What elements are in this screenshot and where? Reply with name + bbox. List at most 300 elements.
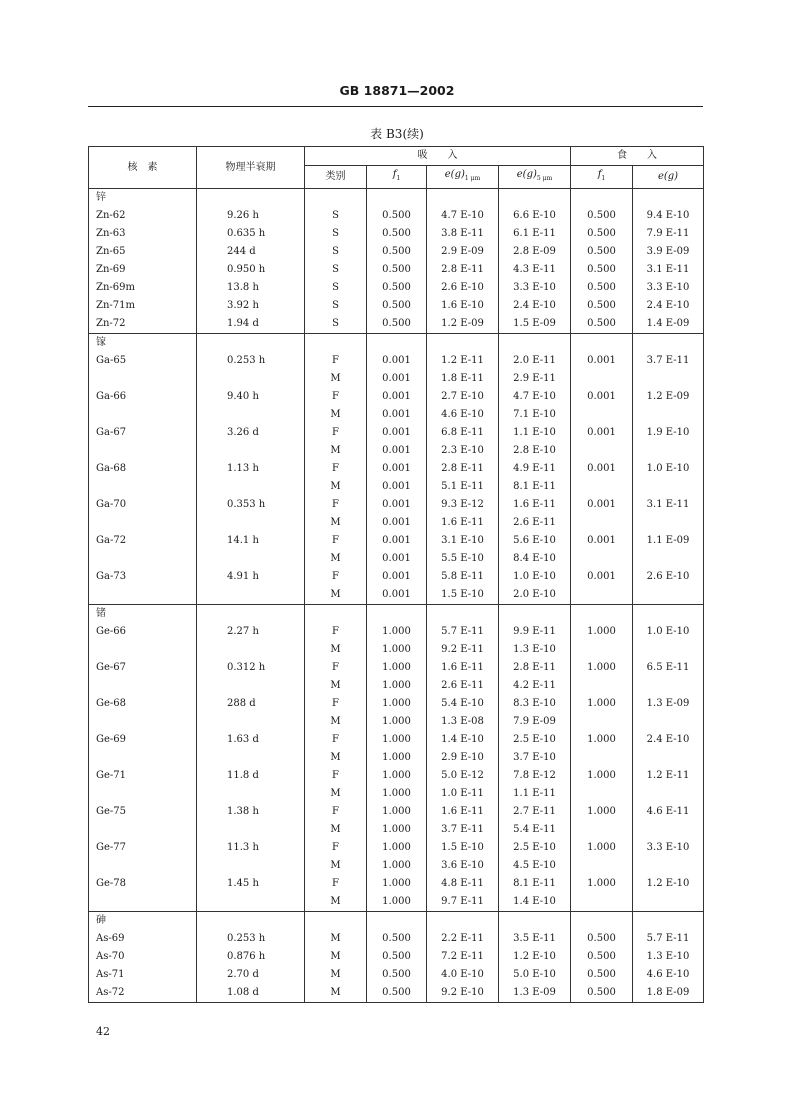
cell-nuclide: Ge-68 (89, 695, 197, 713)
cell-type: M (305, 641, 367, 659)
cell-f1-ing (571, 514, 633, 532)
cell-e-ing (633, 785, 704, 803)
table-row (89, 496, 704, 514)
cell-nuclide (89, 713, 197, 731)
cell-nuclide: Ge-69 (89, 731, 197, 749)
element-name: 锌 (89, 189, 197, 208)
cell-f1-inh: 1.000 (367, 641, 427, 659)
cell-type: F (305, 767, 367, 785)
col-half-life: 物理半衰期 (197, 147, 305, 189)
cell-f1-ing (571, 641, 633, 659)
cell-e-1um: 7.2 E-11 (427, 948, 499, 966)
cell-type: M (305, 984, 367, 1003)
cell-e-5um: 2.5 E-10 (499, 731, 571, 749)
cell-f1-inh: 0.500 (367, 225, 427, 243)
cell-type: M (305, 749, 367, 767)
cell-half-life: 9.40 h (197, 388, 305, 406)
cell-e-1um: 4.0 E-10 (427, 966, 499, 984)
cell-f1-inh: 0.500 (367, 315, 427, 334)
cell-e-5um: 3.3 E-10 (499, 279, 571, 297)
cell-e-ing (633, 749, 704, 767)
cell-f1-inh: 0.001 (367, 514, 427, 532)
cell-e-ing: 1.0 E-10 (633, 460, 704, 478)
cell-f1-inh: 0.001 (367, 586, 427, 605)
cell-f1-ing: 0.500 (571, 930, 633, 948)
cell-e-5um: 4.3 E-11 (499, 261, 571, 279)
col-inhalation: 吸 入 (305, 147, 571, 166)
cell-f1-ing: 0.001 (571, 460, 633, 478)
cell-half-life: 288 d (197, 695, 305, 713)
table-row (89, 785, 704, 803)
cell-type: M (305, 370, 367, 388)
cell-half-life: 13.8 h (197, 279, 305, 297)
cell-e-1um: 3.6 E-10 (427, 857, 499, 875)
cell-e-5um: 8.1 E-11 (499, 875, 571, 893)
cell-e-1um: 2.7 E-10 (427, 388, 499, 406)
col-f1-inhalation: $f_1$ (367, 166, 427, 189)
cell-e-ing (633, 586, 704, 605)
cell-e-1um: 2.9 E-10 (427, 749, 499, 767)
cell-f1-ing: 1.000 (571, 731, 633, 749)
table-row (89, 532, 704, 550)
table-row (89, 749, 704, 767)
cell-type: M (305, 406, 367, 424)
cell-f1-ing: 0.001 (571, 424, 633, 442)
cell-f1-inh: 1.000 (367, 731, 427, 749)
cell-e-ing: 3.7 E-11 (633, 352, 704, 370)
cell-e-5um: 7.1 E-10 (499, 406, 571, 424)
cell-e-5um: 7.9 E-09 (499, 713, 571, 731)
cell-e-ing: 1.2 E-10 (633, 875, 704, 893)
cell-half-life: 3.92 h (197, 297, 305, 315)
table-row (89, 893, 704, 912)
cell-e-1um: 4.8 E-11 (427, 875, 499, 893)
cell-e-1um: 2.6 E-11 (427, 677, 499, 695)
cell-type: S (305, 261, 367, 279)
cell-e-ing: 4.6 E-10 (633, 966, 704, 984)
cell-f1-inh: 1.000 (367, 623, 427, 641)
table-row (89, 857, 704, 875)
cell-e-1um: 9.2 E-10 (427, 984, 499, 1003)
cell-f1-ing: 0.500 (571, 261, 633, 279)
cell-nuclide (89, 370, 197, 388)
cell-type: S (305, 243, 367, 261)
cell-type: F (305, 568, 367, 586)
cell-half-life: 0.312 h (197, 659, 305, 677)
cell-nuclide (89, 514, 197, 532)
cell-f1-ing (571, 713, 633, 731)
cell-e-5um: 1.3 E-09 (499, 984, 571, 1003)
table-row (89, 803, 704, 821)
table-body (89, 189, 704, 1003)
cell-e-ing: 3.3 E-10 (633, 279, 704, 297)
cell-type: F (305, 803, 367, 821)
cell-f1-inh: 1.000 (367, 749, 427, 767)
cell-nuclide: Zn-62 (89, 207, 197, 225)
cell-e-ing: 1.8 E-09 (633, 984, 704, 1003)
cell-nuclide: Ga-72 (89, 532, 197, 550)
cell-half-life (197, 857, 305, 875)
cell-type: M (305, 857, 367, 875)
cell-half-life (197, 641, 305, 659)
cell-half-life: 2.70 d (197, 966, 305, 984)
table-row (89, 478, 704, 496)
cell-f1-inh: 0.001 (367, 568, 427, 586)
cell-type: M (305, 586, 367, 605)
cell-nuclide: As-71 (89, 966, 197, 984)
cell-nuclide: As-72 (89, 984, 197, 1003)
cell-nuclide (89, 550, 197, 568)
cell-e-1um: 2.2 E-11 (427, 930, 499, 948)
cell-half-life: 0.876 h (197, 948, 305, 966)
cell-half-life (197, 406, 305, 424)
cell-nuclide: Ge-77 (89, 839, 197, 857)
cell-e-ing (633, 641, 704, 659)
cell-e-ing: 2.6 E-10 (633, 568, 704, 586)
table-row (89, 460, 704, 478)
cell-e-1um: 5.5 E-10 (427, 550, 499, 568)
cell-f1-ing: 1.000 (571, 803, 633, 821)
cell-nuclide (89, 749, 197, 767)
cell-type: F (305, 659, 367, 677)
table-row (89, 243, 704, 261)
cell-e-5um: 2.4 E-10 (499, 297, 571, 315)
cell-f1-ing: 0.500 (571, 297, 633, 315)
cell-f1-inh: 0.500 (367, 930, 427, 948)
cell-f1-inh: 0.001 (367, 370, 427, 388)
cell-half-life: 14.1 h (197, 532, 305, 550)
cell-half-life: 0.353 h (197, 496, 305, 514)
table-row (89, 641, 704, 659)
cell-half-life: 1.38 h (197, 803, 305, 821)
table-row (89, 677, 704, 695)
cell-f1-ing: 0.500 (571, 966, 633, 984)
standard-number: GB 18871—2002 (339, 83, 455, 98)
cell-type: F (305, 623, 367, 641)
cell-half-life: 11.3 h (197, 839, 305, 857)
cell-e-5um: 8.4 E-10 (499, 550, 571, 568)
cell-nuclide (89, 442, 197, 460)
cell-type: F (305, 731, 367, 749)
cell-f1-ing: 0.500 (571, 315, 633, 334)
table-row (89, 279, 704, 297)
table-row (89, 875, 704, 893)
cell-e-1um: 5.8 E-11 (427, 568, 499, 586)
cell-f1-inh: 1.000 (367, 713, 427, 731)
page-number: 42 (96, 1025, 110, 1038)
cell-e-5um: 1.0 E-10 (499, 568, 571, 586)
cell-e-ing (633, 550, 704, 568)
table-row (89, 225, 704, 243)
cell-type: F (305, 424, 367, 442)
cell-e-5um: 7.8 E-12 (499, 767, 571, 785)
cell-e-1um: 5.4 E-10 (427, 695, 499, 713)
cell-type: M (305, 514, 367, 532)
cell-half-life (197, 785, 305, 803)
cell-f1-ing (571, 478, 633, 496)
cell-f1-ing: 0.500 (571, 984, 633, 1003)
cell-type: F (305, 352, 367, 370)
cell-half-life (197, 514, 305, 532)
cell-f1-inh: 1.000 (367, 839, 427, 857)
cell-e-5um: 1.4 E-10 (499, 893, 571, 912)
cell-type: S (305, 297, 367, 315)
cell-nuclide: Ga-73 (89, 568, 197, 586)
cell-f1-ing (571, 442, 633, 460)
cell-half-life: 0.635 h (197, 225, 305, 243)
cell-half-life: 3.26 d (197, 424, 305, 442)
cell-e-1um: 1.4 E-10 (427, 731, 499, 749)
cell-nuclide: Ga-67 (89, 424, 197, 442)
cell-e-5um: 5.6 E-10 (499, 532, 571, 550)
cell-e-5um: 2.0 E-10 (499, 586, 571, 605)
cell-type: F (305, 532, 367, 550)
cell-e-5um: 8.3 E-10 (499, 695, 571, 713)
cell-e-ing (633, 478, 704, 496)
col-e-ingestion: e(g) (633, 166, 704, 189)
cell-e-1um: 1.5 E-10 (427, 839, 499, 857)
cell-e-5um: 5.0 E-10 (499, 966, 571, 984)
cell-e-1um: 2.8 E-11 (427, 460, 499, 478)
cell-f1-ing (571, 785, 633, 803)
cell-f1-ing (571, 677, 633, 695)
cell-half-life: 4.91 h (197, 568, 305, 586)
cell-e-1um: 1.3 E-08 (427, 713, 499, 731)
cell-f1-ing (571, 550, 633, 568)
cell-f1-inh: 0.001 (367, 424, 427, 442)
cell-e-1um: 6.8 E-11 (427, 424, 499, 442)
cell-f1-ing: 1.000 (571, 623, 633, 641)
cell-nuclide: Zn-72 (89, 315, 197, 334)
table-row (89, 713, 704, 731)
table-row (89, 930, 704, 948)
table-row (89, 424, 704, 442)
cell-half-life: 1.08 d (197, 984, 305, 1003)
cell-e-ing (633, 442, 704, 460)
cell-e-5um: 2.8 E-10 (499, 442, 571, 460)
cell-e-5um: 2.5 E-10 (499, 839, 571, 857)
cell-type: S (305, 315, 367, 334)
col-e-5um: $e(g)_{5 \mu m}$ (499, 166, 571, 189)
cell-half-life: 1.45 h (197, 875, 305, 893)
cell-e-5um: 1.1 E-11 (499, 785, 571, 803)
cell-nuclide: Ga-66 (89, 388, 197, 406)
cell-e-5um: 1.1 E-10 (499, 424, 571, 442)
cell-f1-ing (571, 370, 633, 388)
cell-e-5um: 6.1 E-11 (499, 225, 571, 243)
cell-type: M (305, 948, 367, 966)
cell-e-1um: 3.7 E-11 (427, 821, 499, 839)
element-row (89, 189, 704, 208)
cell-type: M (305, 442, 367, 460)
cell-e-5um: 2.0 E-11 (499, 352, 571, 370)
cell-nuclide (89, 857, 197, 875)
cell-type: F (305, 496, 367, 514)
table-row (89, 586, 704, 605)
cell-half-life: 1.94 d (197, 315, 305, 334)
element-name: 锗 (89, 605, 197, 624)
table-row (89, 297, 704, 315)
col-e-1um: $e(g)_{1 \mu m}$ (427, 166, 499, 189)
cell-e-ing: 1.3 E-10 (633, 948, 704, 966)
cell-e-1um: 9.2 E-11 (427, 641, 499, 659)
cell-nuclide: Zn-65 (89, 243, 197, 261)
table-row (89, 767, 704, 785)
cell-e-1um: 1.5 E-10 (427, 586, 499, 605)
cell-type: F (305, 839, 367, 857)
cell-f1-inh: 0.001 (367, 442, 427, 460)
cell-e-5um: 2.8 E-09 (499, 243, 571, 261)
cell-f1-inh: 1.000 (367, 857, 427, 875)
cell-half-life: 2.27 h (197, 623, 305, 641)
cell-nuclide: Ge-67 (89, 659, 197, 677)
cell-half-life (197, 893, 305, 912)
cell-e-5um: 6.6 E-10 (499, 207, 571, 225)
cell-f1-inh: 0.500 (367, 984, 427, 1003)
cell-type: S (305, 225, 367, 243)
cell-f1-inh: 0.001 (367, 406, 427, 424)
element-row (89, 334, 704, 353)
cell-nuclide: Ge-78 (89, 875, 197, 893)
cell-e-ing: 1.3 E-09 (633, 695, 704, 713)
cell-f1-inh: 0.001 (367, 352, 427, 370)
cell-half-life (197, 677, 305, 695)
cell-type: M (305, 966, 367, 984)
cell-f1-ing (571, 586, 633, 605)
cell-e-ing (633, 514, 704, 532)
cell-nuclide (89, 478, 197, 496)
cell-half-life (197, 550, 305, 568)
cell-e-ing: 1.2 E-11 (633, 767, 704, 785)
cell-f1-inh: 0.001 (367, 550, 427, 568)
cell-type: F (305, 388, 367, 406)
cell-f1-ing (571, 821, 633, 839)
cell-nuclide: Ge-75 (89, 803, 197, 821)
cell-e-5um: 2.8 E-11 (499, 659, 571, 677)
cell-e-ing: 7.9 E-11 (633, 225, 704, 243)
cell-e-ing: 1.0 E-10 (633, 623, 704, 641)
table-row (89, 388, 704, 406)
cell-e-1um: 1.6 E-11 (427, 659, 499, 677)
cell-e-1um: 1.0 E-11 (427, 785, 499, 803)
cell-e-5um: 1.3 E-10 (499, 641, 571, 659)
cell-e-5um: 4.2 E-11 (499, 677, 571, 695)
cell-e-5um: 3.7 E-10 (499, 749, 571, 767)
cell-half-life: 0.253 h (197, 352, 305, 370)
cell-f1-ing (571, 893, 633, 912)
cell-e-ing: 6.5 E-11 (633, 659, 704, 677)
table-row (89, 821, 704, 839)
cell-e-ing: 3.9 E-09 (633, 243, 704, 261)
table-row (89, 731, 704, 749)
cell-e-5um: 1.6 E-11 (499, 496, 571, 514)
cell-nuclide (89, 677, 197, 695)
cell-e-1um: 9.7 E-11 (427, 893, 499, 912)
cell-e-1um: 4.7 E-10 (427, 207, 499, 225)
cell-f1-inh: 0.500 (367, 297, 427, 315)
col-nuclide: 核 素 (89, 147, 197, 189)
cell-e-ing: 9.4 E-10 (633, 207, 704, 225)
table-row (89, 514, 704, 532)
cell-e-1um: 2.3 E-10 (427, 442, 499, 460)
cell-f1-inh: 0.001 (367, 532, 427, 550)
cell-e-1um: 9.3 E-12 (427, 496, 499, 514)
cell-e-ing (633, 406, 704, 424)
cell-type: F (305, 695, 367, 713)
cell-nuclide: Ga-65 (89, 352, 197, 370)
cell-e-ing (633, 677, 704, 695)
cell-type: M (305, 930, 367, 948)
table-row (89, 659, 704, 677)
table-caption: 表 B3(续) (370, 127, 424, 141)
cell-half-life: 11.8 d (197, 767, 305, 785)
cell-e-ing (633, 821, 704, 839)
cell-f1-ing: 0.001 (571, 352, 633, 370)
cell-f1-inh: 1.000 (367, 767, 427, 785)
cell-e-5um: 2.6 E-11 (499, 514, 571, 532)
cell-f1-inh: 1.000 (367, 821, 427, 839)
cell-nuclide: As-70 (89, 948, 197, 966)
cell-f1-ing (571, 749, 633, 767)
table-row (89, 948, 704, 966)
cell-f1-ing: 0.001 (571, 532, 633, 550)
cell-e-1um: 2.6 E-10 (427, 279, 499, 297)
cell-f1-inh: 1.000 (367, 893, 427, 912)
cell-e-5um: 9.9 E-11 (499, 623, 571, 641)
table-row (89, 568, 704, 586)
cell-nuclide: Ge-66 (89, 623, 197, 641)
cell-e-ing: 1.1 E-09 (633, 532, 704, 550)
cell-nuclide (89, 406, 197, 424)
cell-e-ing: 3.1 E-11 (633, 261, 704, 279)
cell-half-life: 1.13 h (197, 460, 305, 478)
cell-nuclide: As-69 (89, 930, 197, 948)
cell-nuclide: Ga-70 (89, 496, 197, 514)
cell-e-ing: 4.6 E-11 (633, 803, 704, 821)
cell-nuclide: Ga-68 (89, 460, 197, 478)
dose-coefficient-table (88, 146, 704, 1003)
cell-nuclide: Zn-71m (89, 297, 197, 315)
cell-e-1um: 4.6 E-10 (427, 406, 499, 424)
cell-nuclide: Ge-71 (89, 767, 197, 785)
cell-type: S (305, 279, 367, 297)
cell-e-ing: 3.1 E-11 (633, 496, 704, 514)
cell-e-5um: 1.2 E-10 (499, 948, 571, 966)
cell-half-life (197, 821, 305, 839)
cell-f1-ing: 0.500 (571, 243, 633, 261)
cell-e-5um: 2.9 E-11 (499, 370, 571, 388)
cell-type: M (305, 550, 367, 568)
cell-f1-inh: 0.001 (367, 460, 427, 478)
cell-f1-ing: 0.001 (571, 568, 633, 586)
cell-f1-ing: 0.500 (571, 948, 633, 966)
table-row (89, 695, 704, 713)
cell-half-life (197, 442, 305, 460)
cell-e-1um: 2.8 E-11 (427, 261, 499, 279)
cell-nuclide (89, 641, 197, 659)
cell-f1-ing: 1.000 (571, 875, 633, 893)
cell-half-life (197, 370, 305, 388)
table-row (89, 370, 704, 388)
cell-e-1um: 1.2 E-09 (427, 315, 499, 334)
cell-e-1um: 1.6 E-11 (427, 514, 499, 532)
cell-f1-ing (571, 406, 633, 424)
col-f1-ingestion: $f_1$ (571, 166, 633, 189)
cell-half-life: 0.950 h (197, 261, 305, 279)
table-row (89, 406, 704, 424)
cell-e-1um: 3.8 E-11 (427, 225, 499, 243)
cell-type: F (305, 460, 367, 478)
